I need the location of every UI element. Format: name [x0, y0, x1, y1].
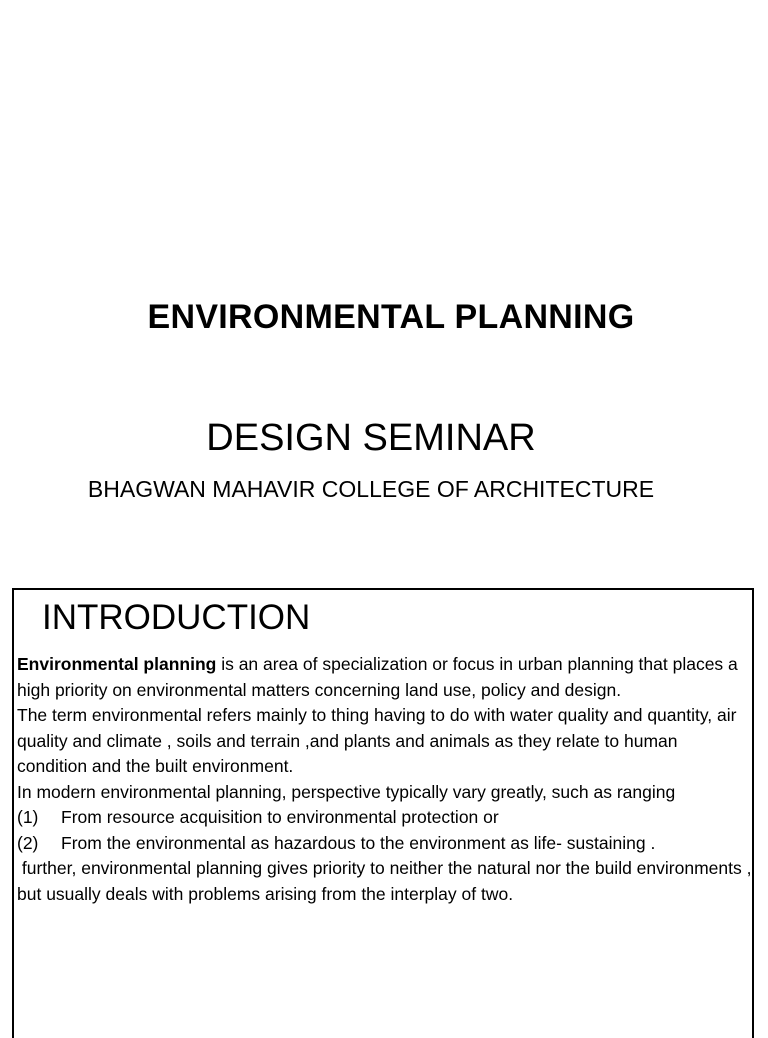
list-text: From resource acquisition to environmental protection or: [61, 807, 499, 827]
paragraph-definition: [17, 652, 752, 703]
introduction-slide: [12, 588, 757, 1038]
list-number: (2): [17, 832, 39, 853]
paragraph-further: further, environmental planning gives priority to neither the natural nor the build environments , but usually deals with problems arising from the interplay of two.: [17, 858, 757, 904]
list-item: [17, 831, 752, 857]
paragraph-perspective: In modern environmental planning, perspective typically vary greatly, such as ranging: [17, 781, 676, 802]
subtitle: DESIGN SEMINAR: [206, 417, 536, 459]
list-text: From the environmental as hazardous to the environment as life- sustaining .: [61, 832, 656, 853]
paragraph-term: The term environmental refers mainly to thing having to do with water quality and quantity, air quality and climate , soils and terrain ,and plants and animals as they relate to human condition and the built environment.: [17, 705, 737, 776]
term-bold: Environmental planning: [17, 654, 217, 674]
main-title: ENVIRONMENTAL PLANNING: [147, 298, 635, 336]
introduction-heading: INTRODUCTION: [42, 598, 311, 637]
list-item: [17, 805, 752, 831]
definition-text: is an area of specialization or focus in urban planning that places a high priority on environmental matters concerning land use, policy and design.: [17, 654, 738, 700]
institution-name: BHAGWAN MAHAVIR COLLEGE OF ARCHITECTURE: [87, 476, 655, 502]
list-number: (1): [17, 807, 39, 827]
introduction-body: [17, 652, 757, 907]
